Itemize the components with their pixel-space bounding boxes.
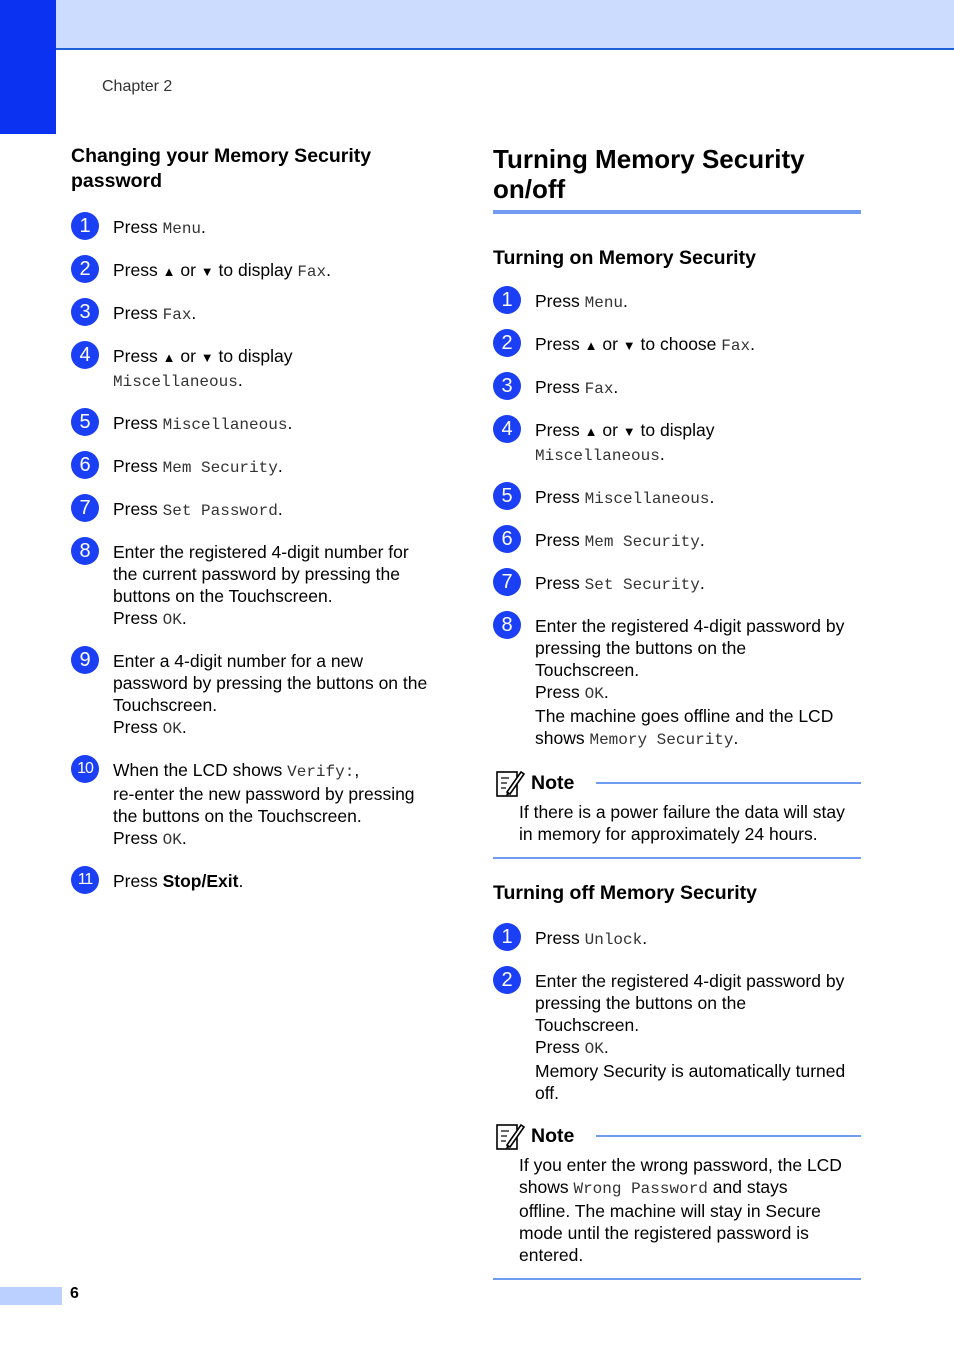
step-text: off. <box>535 1083 560 1103</box>
step <box>71 302 451 326</box>
step-text: Enter the registered 4-digit number for <box>113 542 409 562</box>
punct: . <box>238 871 244 891</box>
step-text: Press <box>113 456 163 476</box>
step-text: to choose <box>635 334 722 354</box>
up-arrow-icon: ▲ <box>162 350 176 365</box>
step-text: Press <box>535 573 585 593</box>
step-number-icon: 2 <box>493 966 521 994</box>
lcd-text: OK <box>162 611 182 629</box>
right-column <box>493 144 861 1280</box>
step-text: Press <box>113 346 163 366</box>
step-text: Press <box>535 334 585 354</box>
up-arrow-icon: ▲ <box>584 338 598 353</box>
up-arrow-icon: ▲ <box>584 424 598 439</box>
step-text: Press <box>535 487 585 507</box>
note-title: Note <box>531 1124 575 1147</box>
step <box>71 650 451 740</box>
change-password-steps <box>71 216 451 892</box>
lcd-text: Miscellaneous <box>584 490 710 508</box>
lcd-text: Set Password <box>162 502 278 520</box>
punct: . <box>659 444 665 464</box>
subsection-title-off: Turning off Memory Security <box>493 882 757 904</box>
note-text: in memory for approximately 24 hours. <box>519 824 818 844</box>
step-number-icon: 5 <box>493 482 521 510</box>
step-text: When the LCD shows <box>113 760 288 780</box>
lcd-text: Miscellaneous <box>162 416 288 434</box>
punct: . <box>699 573 705 593</box>
chapter-label: Chapter 2 <box>102 78 173 95</box>
left-column <box>71 144 451 892</box>
step-text: to display <box>635 420 715 440</box>
step <box>71 216 451 240</box>
lcd-text: Fax <box>162 306 192 324</box>
step-text: Press <box>113 260 163 280</box>
lcd-text: Miscellaneous <box>113 373 238 391</box>
step-text: buttons on the Touchscreen. <box>113 586 333 606</box>
step <box>71 455 451 479</box>
step-text: Press <box>113 608 163 628</box>
note-rule <box>596 1135 861 1137</box>
punct: . <box>201 217 206 237</box>
lcd-text: Menu <box>162 220 202 238</box>
title-rule <box>493 210 861 214</box>
note-body <box>495 801 861 845</box>
note-bottom-rule <box>493 1278 861 1280</box>
punct: . <box>277 499 283 519</box>
step-text: to display <box>213 260 298 280</box>
step-text: Press <box>535 530 585 550</box>
step <box>493 529 861 553</box>
step-number-icon: 5 <box>71 408 99 436</box>
step <box>71 259 451 283</box>
punct: . <box>191 303 197 323</box>
step-text: Press <box>113 499 163 519</box>
step-text: Press <box>535 1037 585 1057</box>
note-box <box>495 1120 861 1280</box>
lcd-text: Fax <box>721 337 751 355</box>
turn-on-steps <box>493 290 861 751</box>
step-text: or <box>175 346 201 366</box>
lcd-text: Wrong Password <box>573 1180 708 1198</box>
note-text: shows <box>519 1177 574 1197</box>
punct: . <box>699 530 705 550</box>
step-text: The machine goes offline and the LCD <box>535 706 834 726</box>
down-arrow-icon: ▼ <box>200 350 214 365</box>
step <box>71 345 451 393</box>
step-number-icon: 1 <box>493 923 521 951</box>
header-band <box>0 0 954 49</box>
punct: . <box>750 334 755 354</box>
step-text: shows <box>535 728 590 748</box>
step-text: Press <box>113 717 163 737</box>
page-number: 6 <box>70 1285 79 1302</box>
lcd-text: OK <box>584 685 604 703</box>
step-text: Touchscreen. <box>535 660 640 680</box>
punct: . <box>733 728 739 748</box>
step-text: or <box>597 420 623 440</box>
step-number-icon: 9 <box>71 646 99 674</box>
note-box <box>495 767 861 859</box>
punct: . <box>642 928 648 948</box>
note-header <box>495 767 861 799</box>
title-line: Changing your Memory Security <box>71 145 372 167</box>
step-text: Touchscreen. <box>535 1015 640 1035</box>
step <box>493 290 861 314</box>
note-text: entered. <box>519 1245 584 1265</box>
note-text: and stays <box>707 1177 788 1197</box>
step <box>71 759 451 851</box>
step-number-icon: 6 <box>71 451 99 479</box>
note-text: If you enter the wrong password, the LCD <box>519 1155 842 1175</box>
note-pencil-icon <box>495 768 525 798</box>
step-text: Press <box>113 303 163 323</box>
step-number-icon: 4 <box>493 415 521 443</box>
step-text: Memory Security is automatically turned <box>535 1061 846 1081</box>
step-text: the buttons on the Touchscreen. <box>113 806 362 826</box>
lcd-text: Miscellaneous <box>535 447 660 465</box>
chapter-tab <box>0 0 56 134</box>
step-number-icon: 3 <box>71 298 99 326</box>
punct: . <box>623 291 628 311</box>
title-line: on/off <box>493 174 566 204</box>
punct: . <box>287 413 293 433</box>
step <box>493 615 861 751</box>
step-text: Enter the registered 4-digit password by <box>535 971 845 991</box>
step <box>493 572 861 596</box>
punct: . <box>277 456 283 476</box>
lcd-text: Memory Security <box>589 731 734 749</box>
step-text: Enter a 4-digit number for a new <box>113 651 363 671</box>
lcd-text: OK <box>162 720 182 738</box>
note-header <box>495 1120 861 1152</box>
step-text: re-enter the new password by pressing <box>113 784 415 804</box>
step-text: Touchscreen. <box>113 695 218 715</box>
lcd-text: OK <box>162 831 182 849</box>
punct: . <box>603 1037 609 1057</box>
step-number-icon: 7 <box>71 494 99 522</box>
step-number-icon: 7 <box>493 568 521 596</box>
step-text: Press <box>113 871 163 891</box>
lcd-text: Verify: <box>287 763 355 781</box>
lcd-text: Set Security <box>584 576 700 594</box>
step-number-icon: 10 <box>71 755 99 783</box>
note-bottom-rule <box>493 857 861 859</box>
stop-exit-key: Stop/Exit <box>162 871 239 891</box>
punct: . <box>603 682 609 702</box>
step-text: or <box>175 260 201 280</box>
step-number-icon: 1 <box>493 286 521 314</box>
step-text: Press <box>113 828 163 848</box>
punct: . <box>181 608 187 628</box>
footer-bar <box>0 1287 62 1305</box>
note-title: Note <box>531 771 575 794</box>
step-text: Press <box>535 682 585 702</box>
step <box>493 376 861 400</box>
note-text: If there is a power failure the data will stay <box>519 802 845 822</box>
lcd-text: Mem Security <box>162 459 278 477</box>
step-text: Press <box>535 291 585 311</box>
step-number-icon: 2 <box>71 255 99 283</box>
step-text: to display <box>213 346 293 366</box>
step-text: Press <box>113 217 163 237</box>
note-body <box>495 1154 861 1266</box>
punct: . <box>709 487 715 507</box>
down-arrow-icon: ▼ <box>622 424 636 439</box>
step <box>71 412 451 436</box>
lcd-text: OK <box>584 1040 604 1058</box>
title-line: Turning Memory Security <box>493 144 805 174</box>
step <box>493 970 861 1104</box>
step-number-icon: 8 <box>493 611 521 639</box>
note-text: mode until the registered password is <box>519 1223 809 1243</box>
step <box>71 870 451 892</box>
note-text: offline. The machine will stay in Secure <box>519 1201 821 1221</box>
title-line: password <box>71 170 163 192</box>
punct: . <box>181 717 187 737</box>
step-number-icon: 11 <box>71 866 99 894</box>
step-text: Press <box>535 377 585 397</box>
step-text: Press <box>113 413 163 433</box>
lcd-text: Unlock <box>584 931 643 949</box>
lcd-text: Fax <box>584 380 614 398</box>
step-text: pressing the buttons on the <box>535 638 747 658</box>
header-rule <box>56 48 954 50</box>
punct: . <box>326 260 331 280</box>
step-text: the current password by pressing the <box>113 564 400 584</box>
down-arrow-icon: ▼ <box>200 264 214 279</box>
step <box>71 498 451 522</box>
step-number-icon: 1 <box>71 212 99 240</box>
up-arrow-icon: ▲ <box>162 264 176 279</box>
step <box>493 927 861 951</box>
lcd-text: Menu <box>584 294 624 312</box>
note-pencil-icon <box>495 1121 525 1151</box>
step <box>493 333 861 357</box>
step-text: pressing the buttons on the <box>535 993 747 1013</box>
punct: . <box>613 377 619 397</box>
step <box>493 486 861 510</box>
step-number-icon: 8 <box>71 537 99 565</box>
punct: . <box>237 370 243 390</box>
step-text: Press <box>535 420 585 440</box>
section-title-change-password <box>71 144 451 194</box>
step-text: Enter the registered 4-digit password by <box>535 616 845 636</box>
step-text: or <box>597 334 623 354</box>
punct: . <box>181 828 187 848</box>
down-arrow-icon: ▼ <box>622 338 636 353</box>
lcd-text: Mem Security <box>584 533 700 551</box>
step <box>493 419 861 467</box>
note-rule <box>596 782 861 784</box>
section-title-memory-security <box>493 144 861 204</box>
step-number-icon: 2 <box>493 329 521 357</box>
step-number-icon: 3 <box>493 372 521 400</box>
step <box>71 541 451 631</box>
step-text: password by pressing the buttons on the <box>113 673 428 693</box>
step-number-icon: 4 <box>71 341 99 369</box>
lcd-text: Fax <box>297 263 327 281</box>
step-number-icon: 6 <box>493 525 521 553</box>
step-text: Press <box>535 928 585 948</box>
turn-off-steps <box>493 927 861 1104</box>
subsection-title-on: Turning on Memory Security <box>493 247 756 269</box>
punct: , <box>354 760 360 780</box>
